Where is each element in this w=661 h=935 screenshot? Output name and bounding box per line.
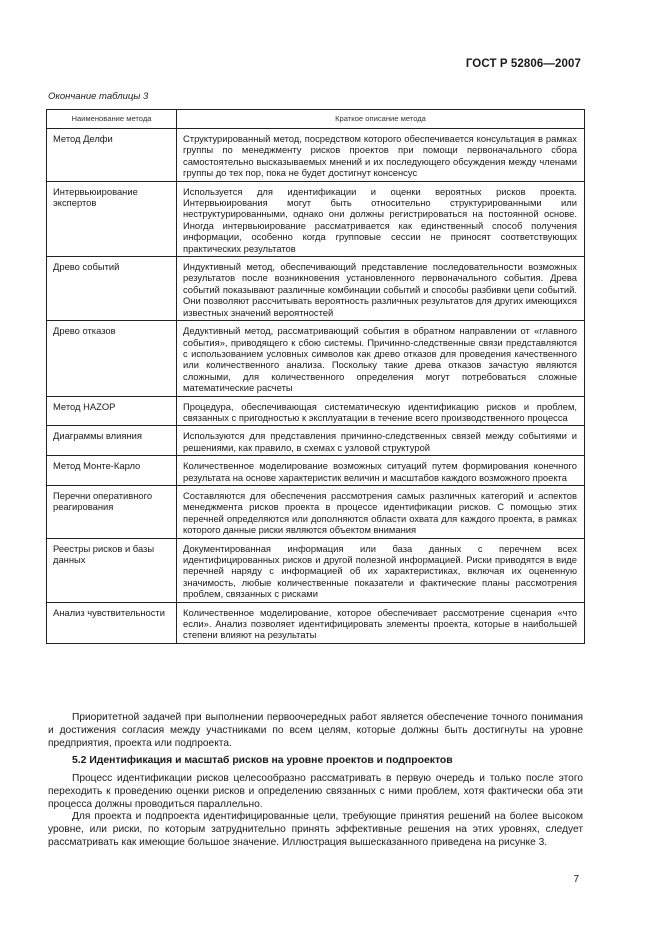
method-name: Метод Делфи (47, 129, 177, 182)
method-name: Диаграммы влияния (47, 426, 177, 456)
method-name: Интервьюирование экспертов (47, 181, 177, 256)
document-header: ГОСТ Р 52806—2007 (465, 58, 581, 70)
method-description: Документированная информация или база данных с перечнем всех идентифицированных рисков и другой полезной информацией. Риски приводятся в виде перечней наряду с информацией об их характеристиках, включая их оцененную значимость, любые количественные показатели и фактические планы рассмотрения проблем, связанных с рисками (177, 538, 585, 602)
table-caption: Окончание таблицы 3 (48, 91, 149, 102)
method-name: Древо отказов (47, 321, 177, 396)
method-name: Анализ чувствительности (47, 602, 177, 643)
method-description: Количественное моделирование возможных ситуаций путем формирования конечного результата на основе характеристик величин и масштабов каждого возможного проекта (177, 456, 585, 486)
table-row (47, 426, 585, 456)
methods-table (46, 109, 585, 644)
body-paragraph-block (48, 712, 583, 750)
table-row (47, 485, 585, 538)
method-description: Индуктивный метод, обеспечивающий представление последовательности возможных результатов после возникновения установленного первоначального события. Древа событий показывают различные комбинации событий и способы разбивки цепи событий. Они позволяют рассчитывать вероятность различных результатов для других имеющихся известных значений вероятностей (177, 257, 585, 321)
method-description: Количественное моделирование, которое обеспечивает рассмотрение сценария «что если». Анализ позволяет идентифицировать элементы проекта, которые в наибольшей степени влияют на результаты (177, 602, 585, 643)
page-number: 7 (573, 874, 579, 885)
method-description: Дедуктивный метод, рассматривающий события в обратном направлении от «главного события», приводящего к сбою системы. Причинно-следственные связи представляются с использованием условных символов как древо отказов для проведения качественного или количественного анализа. Поскольку такие древа отказов зачастую являются сложными, для количественного определения могут потребоваться сложные математические расчеты (177, 321, 585, 396)
method-name: Древо событий (47, 257, 177, 321)
body-paragraph: Процесс идентификации рисков целесообразно рассматривать в первую очередь и только после этого переходить к проведению оценки рисков и определению связанных с ними проблем, хотя фактически оба эти процесса должны проводиться параллельно. (48, 773, 583, 810)
method-name: Метод HAZOP (47, 396, 177, 426)
section-body (48, 773, 583, 850)
table-row (47, 321, 585, 396)
method-name: Метод Монте-Карло (47, 456, 177, 486)
section-title: 5.2 Идентификация и масштаб рисков на уровне проектов и подпроектов (72, 755, 453, 766)
method-name: Перечни оперативного реагирования (47, 485, 177, 538)
column-header-name: Наименование метода (47, 110, 177, 129)
method-description: Процедура, обеспечивающая систематическую идентификацию рисков и проблем, связанных с пригодностью к эксплуатации в течение всего производственного процесса (177, 396, 585, 426)
table-row (47, 181, 585, 256)
body-paragraph: Для проекта и подпроекта идентифицированные цели, требующие принятия решений на более высоком уровне, или риски, по которым затруднительно принять эффективные решения на этих уровнях, следует рассматривать как имеющие большое значение. Иллюстрация вышесказанного приведена на рисунке 3. (48, 811, 583, 848)
table-row (47, 257, 585, 321)
method-description: Структурированный метод, посредством которого обеспечивается консультация в рамках группы по менеджменту рисков проектов при помощи первоначального сбора самостоятельно высказываемых мнений и их последующего обсуждения между членами группы до тех пор, пока не будет достигнут консенсус (177, 129, 585, 182)
body-paragraph: Приоритетной задачей при выполнении первоочередных работ является обеспечение точного понимания и достижения согласия между участниками по всем целям, которые должны быть достигнуты на уровне предприятия, проекта или подпроекта. (48, 712, 583, 749)
method-description: Используются для представления причинно-следственных связей между событиями и решениями, как правило, в схемах с узловой структурой (177, 426, 585, 456)
method-description: Составляются для обеспечения рассмотрения самых различных категорий и аспектов менеджмента рисков проекта в процессе идентификации рисков. С помощью этих перечней определяются или дополняются области охвата для каждого проекта, в рамках которого данные риски являются объектом внимания (177, 485, 585, 538)
table-row (47, 456, 585, 486)
method-name: Реестры рисков и базы данных (47, 538, 177, 602)
column-header-description: Краткое описание метода (177, 110, 585, 129)
table-row (47, 602, 585, 643)
method-description: Используется для идентификации и оценки вероятных рисков проекта. Интервьюирования могут быть относительно структурированными или неструктурированными, однако они должны регистрироваться на постоянной основе. Иногда интервьюирование рассматривается как единственный способ получения информации, особенно когда групповые сессии не приносят соответствующих практических результатов (177, 181, 585, 256)
table-row (47, 396, 585, 426)
table-row (47, 129, 585, 182)
table-header-row (47, 110, 585, 129)
table-row (47, 538, 585, 602)
